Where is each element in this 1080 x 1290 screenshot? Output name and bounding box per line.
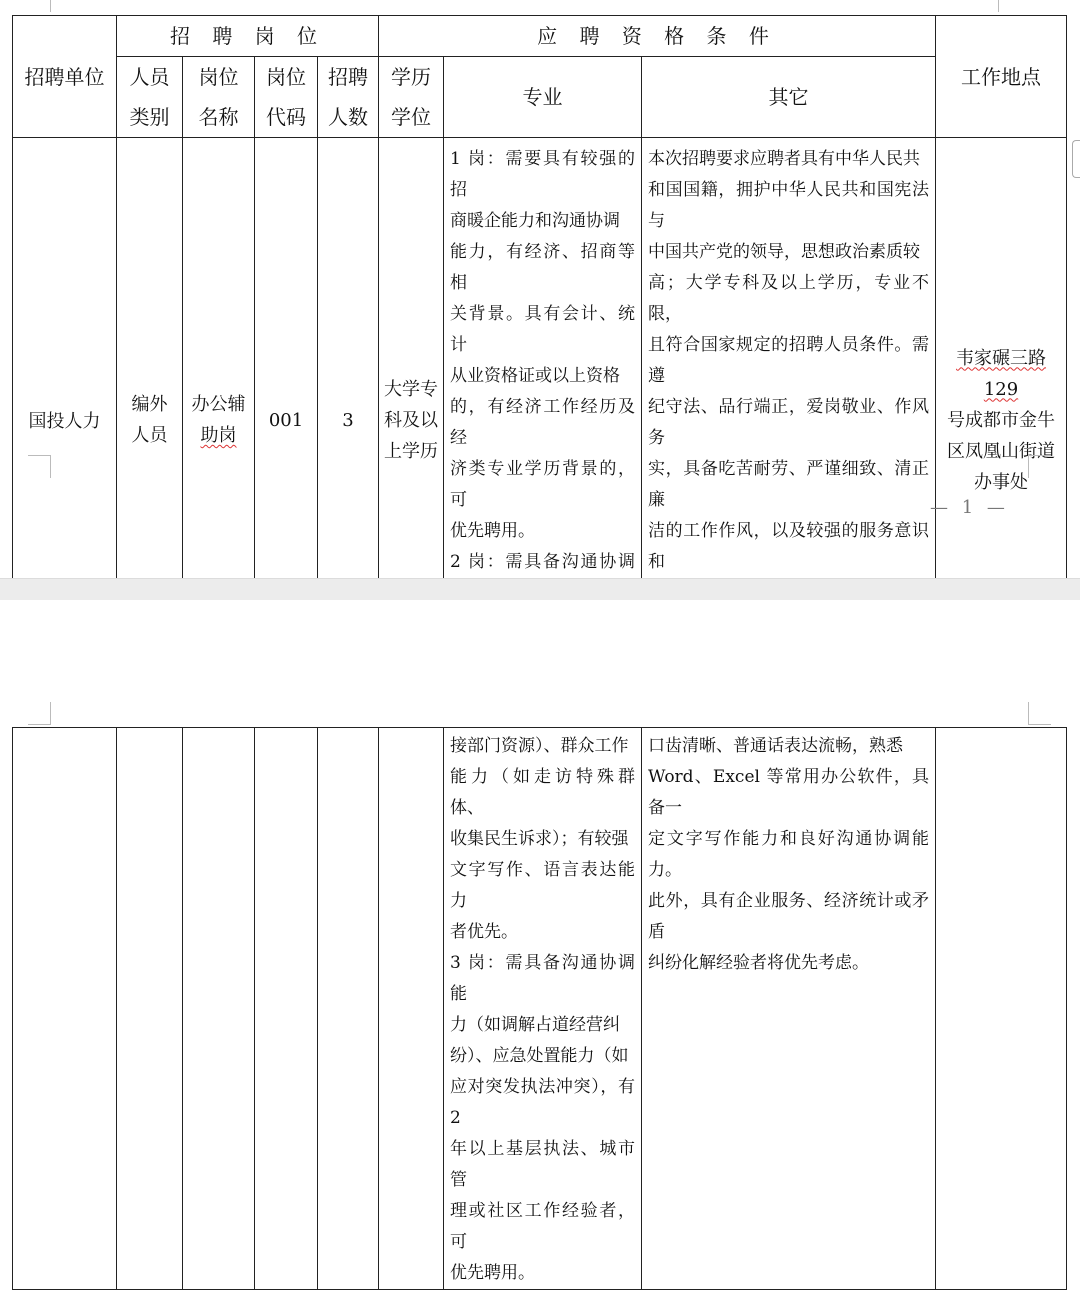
header-group-qualification: 应 聘 资 格 条 件 xyxy=(379,16,936,57)
header-location: 工作地点 xyxy=(936,16,1067,138)
cell-unit-continued xyxy=(13,728,117,1290)
cell-staff-type: 编外 人员 xyxy=(117,138,183,703)
cell-education-continued xyxy=(379,728,444,1290)
page-corner-mark xyxy=(1028,702,1051,725)
cell-count: 3 xyxy=(318,138,379,703)
cell-education: 大学专 科及以 上学历 xyxy=(379,138,444,703)
cell-unit: 国投人力 xyxy=(13,138,117,703)
cell-post-name: 办公辅 助岗 xyxy=(183,138,255,703)
header-other: 其它 xyxy=(642,57,936,138)
page-corner-mark xyxy=(976,0,999,12)
side-tab-handle[interactable] xyxy=(1072,140,1080,178)
cell-post-name-continued xyxy=(183,728,255,1290)
cell-post-code-continued xyxy=(255,728,318,1290)
cell-location: 韦家碾三路 129 号成都市金牛 区凤凰山街道 办事处 xyxy=(936,138,1067,703)
page-corner-mark xyxy=(28,0,51,12)
cell-location-continued xyxy=(936,728,1067,1290)
page-number: — 1 — xyxy=(930,497,1009,518)
recruitment-table-page-2 xyxy=(12,727,1067,1290)
header-major: 专业 xyxy=(444,57,642,138)
cell-major-part-2: 接部门资源）、群众工作 能力（如走访特殊群体、 收集民生诉求）；有较强 文字写作、语言表达能力 者优先。 3 岗：需具备沟通协调能 力（如调解占道经营纠 纷）、应急处置能力（如 应对突发执法冲突），有 2 年以上基层执法、城市管 理或社区工作经验者，可 优先聘用。 xyxy=(444,728,642,1290)
cell-post-code: 001 xyxy=(255,138,318,703)
cell-other-part-1: 本次招聘要求应聘者具有中华人民共 和国国籍，拥护中华人民共和国宪法与 中国共产党的领导，思想政治素质较 高；大学专科及以上学历，专业不限， 且符合国家规定的招聘人员条件。需遵 纪守法、品行端正，爱岗敬业、作风务 实，具备吃苦耐劳、严谨细致、清正廉 洁的工作作风，以及较强的服务意识和 xyxy=(642,138,936,703)
cell-other-part-2: 口齿清晰、普通话表达流畅，熟悉 Word、Excel 等常用办公软件，具备一 定文字写作能力和良好沟通协调能力。 此外，具有企业服务、经济统计或矛盾 纠纷化解经验者将优先考虑。 xyxy=(642,728,936,1290)
page-corner-mark xyxy=(28,455,51,478)
header-staff-type: 人员 类别 xyxy=(117,57,183,138)
page-corner-mark xyxy=(1028,455,1051,478)
cell-major-part-1: 1 岗：需要具有较强的招 商暖企能力和沟通协调 能力，有经济、招商等相 关背景。具有会计、统计 从业资格证或以上资格 的，有经济工作经历及经 济类专业学历背景的，可 优先聘用。 2 岗：需具备沟通协调 xyxy=(444,138,642,703)
cell-count-continued xyxy=(318,728,379,1290)
header-count: 招聘 人数 xyxy=(318,57,379,138)
document-page-1 xyxy=(0,0,1080,578)
page-corner-mark xyxy=(28,702,51,725)
cell-staff-type-continued xyxy=(117,728,183,1290)
header-education: 学历 学位 xyxy=(379,57,444,138)
header-post-name: 岗位 名称 xyxy=(183,57,255,138)
header-unit: 招聘单位 xyxy=(13,16,117,138)
header-post-code: 岗位 代码 xyxy=(255,57,318,138)
document-page-2 xyxy=(0,600,1080,1283)
header-group-position: 招 聘 岗 位 xyxy=(117,16,379,57)
page-separator xyxy=(0,578,1080,602)
